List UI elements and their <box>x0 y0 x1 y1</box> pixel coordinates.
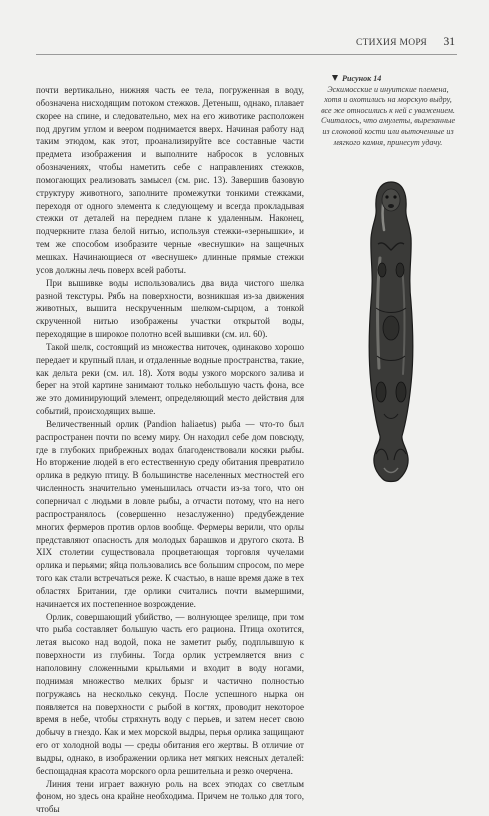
paragraph: Такой шелк, состоящий из множества ниточек, одинаково хорошо передает и крупный план, и отдаленные водные пространства, такие, как дельта реки (см. ил. 18). Хотя воды узкого морского залива и берег на этой картине занимают только небольшую часть фона, все же это доминирующий элемент, определяющий место действия для событий, происходящих выше. <box>36 341 304 417</box>
running-title: СТИХИЯ МОРЯ <box>355 38 427 48</box>
figure-caption <box>318 74 458 148</box>
page-number: 31 <box>443 36 455 48</box>
triangle-marker-icon <box>332 75 338 81</box>
paragraph: Линия тени играет важную роль на всех этюдах со светлым фоном, но здесь она крайне необходима. Причем не только для того, чтобы <box>36 778 304 815</box>
paragraph: Орлик, совершающий убийство, — волнующее зрелище, при том что рыба составляет большую часть его рациона. Птица охотится, летая высоко над водой, пока не заметит рыбу, подплывшую к поверхности из глубины. Тогда орлик устремляется вниз с наполовину сложенными крыльями и входит в воду ногами, поднимая множество мелких брызг и частично полностью погружаясь на несколько секунд. После успешного нырка он появляется на поверхности с рыбой в когтях, проводит некоторое время в небе, чтобы стряхнуть воду с перьев, и затем несет свою добычу в гнездо. Как и мех морской выдры, перья орлика защищают его от холодной воды — среды обитания его жертвы. В отличие от выдры, однако, в изображении орлика нет мягких неясных деталей: беспощадная красота морского орла решительна и резко очерчена. <box>36 611 304 776</box>
caption-heading <box>318 74 458 85</box>
running-header <box>0 36 489 52</box>
paragraph: Величественный орлик (Pandion haliaetus) рыба — что-то был распространен почти по всему миру. Он находил себе дом повсюду, где в глубоких прибрежных водах благоденствовали косяки рыбы. Но вторжение людей в его естественную среду обитания превратило орлика в редкую птицу. В большинстве населенных местностей его численность значительно уменьшилась отчасти из-за того, что он соперничал с людьми в ловле рыбы, а отчасти потому, что на него распространялось (совершенно незаслуженно) предубеждение многих фермеров против орлов вообще. Фермеры верили, что орлы представляют опасность для молодых барашков и другого скота. В XIX столетии существовала процветающая торговля чучелами орлика и перьями; яйца пользовались все большим спросом, по мере того как стали встречаться реже. К счастью, в наше время даже в тех областях Британии, где орлики считались почти вымершими, начинается их постепенное возрождение. <box>36 418 304 609</box>
paragraph: При вышивке воды использовались два вида чистого шелка разной текстуры. Рябь на поверхности, возникшая из-за движения животных, вышита нескрученным шелком-сырцом, а тонкой скрученной нитью изображены участки открытой воды, переходящие в широкое полотно всей вышивки (см. ил. 60). <box>36 277 304 340</box>
caption-title: Рисунок 14 <box>342 74 382 83</box>
main-text-column <box>36 84 304 816</box>
sea-otter-amulet-illustration <box>362 178 420 494</box>
amulet-figure-icon <box>362 178 420 494</box>
header-divider <box>36 54 457 55</box>
caption-text: Эскимосские и инуитские племена, хотя и охотились на морскую выдру, все же относились к ней с уважением. Считалось, что амулеты, вырезанные из слоновой кости или выточенные из мягкого камня, принесут удачу. <box>320 84 456 147</box>
paragraph: почти вертикально, нижняя часть ее тела, погруженная в воду, обозначена нисходящим потоком стежков. Детеныш, однако, плавает скорее на спине, и следовательно, мех на его животике расположен под другим углом и веером поднимается вверх. Начиная работу над таким этюдом, как этот, проанализируйте все составные части предмета изображения и выполните набросок в условных обозначениях, чтобы наметить себе с направлениях стежков, помогающих реализовать замысел (см. рис. 13). Завершив базовую структуру животного, заполните промежутки тонкими стежками, переходя от одного элемента к следующему и всегда прокладывая стежки от деталей на переднем плане к удаленным. Наконец, подчеркните глаза белой нитью, используя стежки-«зернышки», и тем же способом изобразите черные «веснушки» на защечных мешках. Начинающиеся от «веснушек» длинные прямые стежки усов должны лечь поверх всей работы. <box>36 85 304 275</box>
